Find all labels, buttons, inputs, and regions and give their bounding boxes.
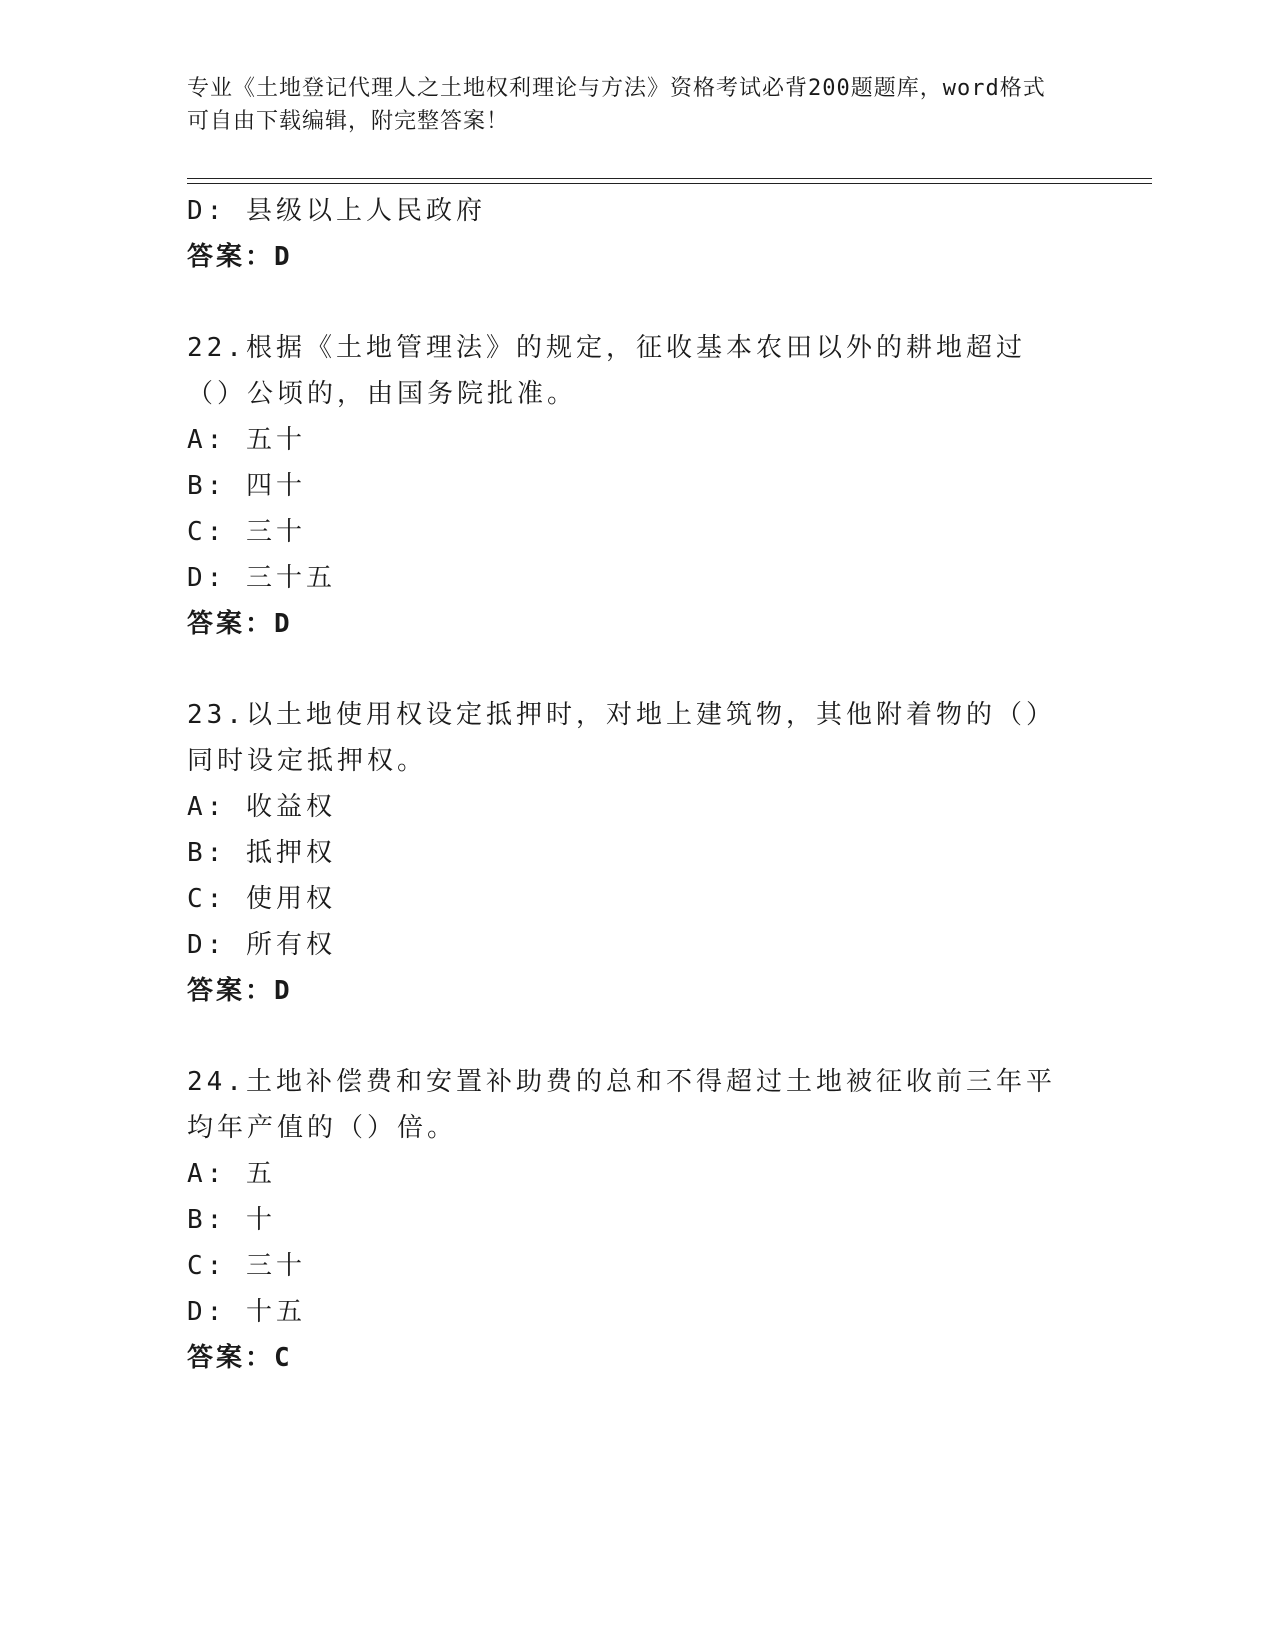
previous-option-d: D: 县级以上人民政府 xyxy=(187,196,486,226)
option-b: B: 四十 xyxy=(187,471,306,501)
option-d: D: 所有权 xyxy=(187,930,336,960)
option-d: D: 三十五 xyxy=(187,563,336,593)
question-stem: 24.土地补偿费和安置补助费的总和不得超过土地被征收前三年平均年产值的（）倍。 xyxy=(187,1067,1056,1143)
answer: 答案：C xyxy=(187,1343,293,1373)
option-a: A: 五十 xyxy=(187,425,306,455)
option-a: A: 收益权 xyxy=(187,792,336,822)
spacer xyxy=(187,280,1067,325)
previous-answer: 答案：D xyxy=(187,242,293,272)
answer: 答案：D xyxy=(187,976,293,1006)
spacer xyxy=(187,1014,1067,1059)
option-c: C: 三十 xyxy=(187,1251,306,1281)
header-rule-top xyxy=(187,178,1152,179)
option-b: B: 十 xyxy=(187,1205,276,1235)
spacer xyxy=(187,647,1067,692)
document-header xyxy=(187,72,1067,138)
option-a: A: 五 xyxy=(187,1159,276,1189)
question-list xyxy=(187,188,1067,1381)
question-23 xyxy=(187,692,1067,1014)
question-stem: 23.以土地使用权设定抵押时，对地上建筑物，其他附着物的（）同时设定抵押权。 xyxy=(187,700,1056,776)
option-c: C: 三十 xyxy=(187,517,306,547)
option-d: D: 十五 xyxy=(187,1297,306,1327)
option-c: C: 使用权 xyxy=(187,884,336,914)
question-stem: 22.根据《土地管理法》的规定，征收基本农田以外的耕地超过（）公顷的，由国务院批准。 xyxy=(187,333,1026,409)
header-rule-bottom xyxy=(187,183,1152,184)
question-22 xyxy=(187,325,1067,647)
answer: 答案：D xyxy=(187,609,293,639)
header-text: 专业《土地登记代理人之土地权利理论与方法》资格考试必背200题题库，word格式可自由下载编辑，附完整答案！ xyxy=(187,76,1046,134)
question-24 xyxy=(187,1059,1067,1381)
option-b: B: 抵押权 xyxy=(187,838,336,868)
